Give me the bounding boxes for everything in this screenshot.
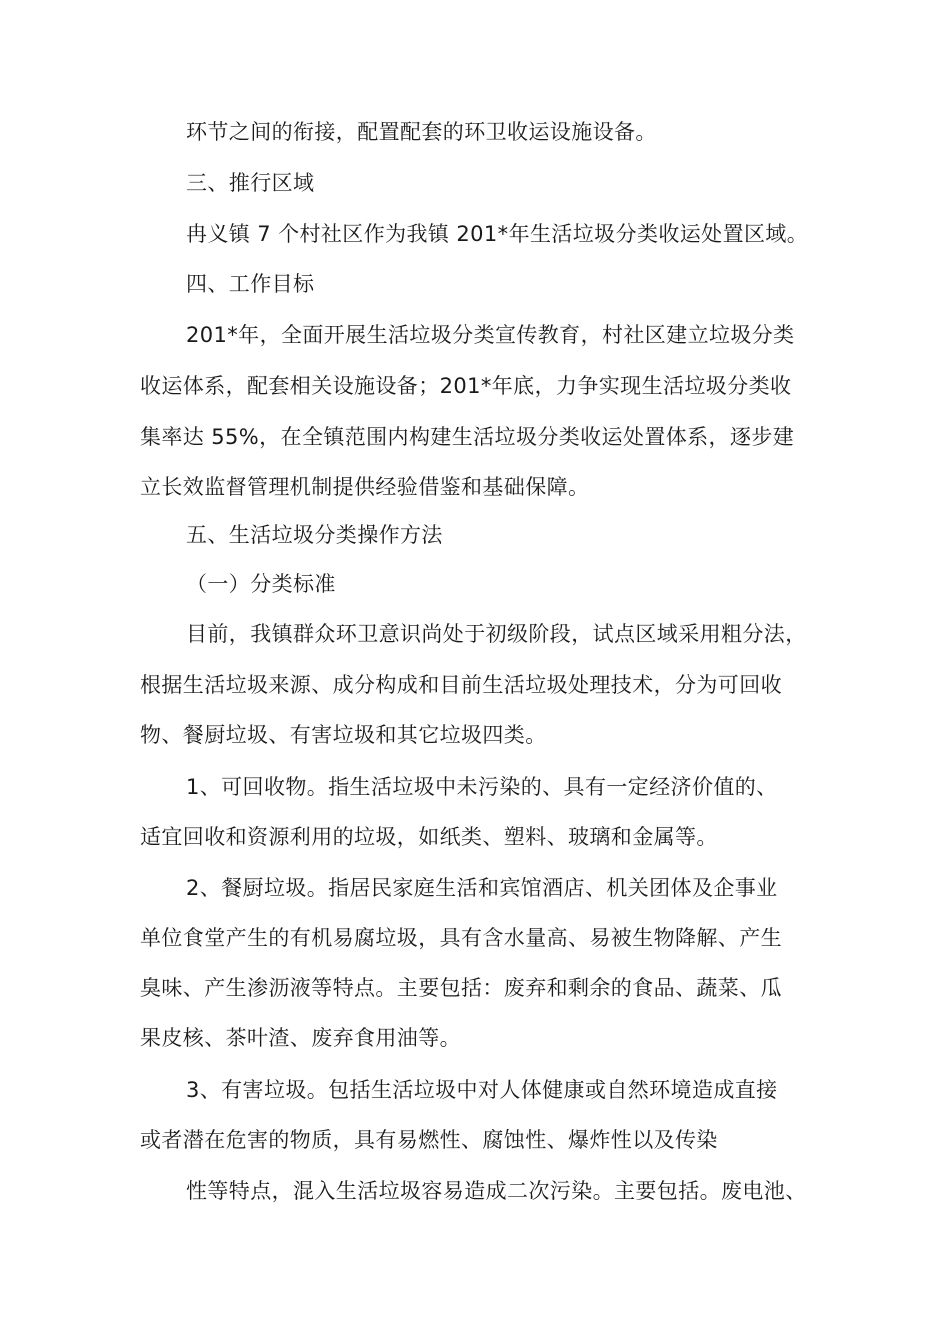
body-text-line: 冉义镇 7 个村社区作为我镇 201*年生活垃圾分类收运处置区域。 (186, 222, 809, 246)
body-text-line: 根据生活垃圾来源、成分构成和目前生活垃圾处理技术，分为可回收 (140, 673, 782, 697)
body-text-line: 201*年，全面开展生活垃圾分类宣传教育，村社区建立垃圾分类 (186, 323, 795, 347)
body-text-line: 适宜回收和资源利用的垃圾，如纸类、塑料、玻璃和金属等。 (140, 825, 718, 849)
body-text-line: 物、餐厨垃圾、有害垃圾和其它垃圾四类。 (140, 723, 547, 747)
body-text-line: 单位食堂产生的有机易腐垃圾，具有含水量高、易被生物降解、产生 (140, 926, 782, 950)
section-heading: 三、推行区域 (186, 171, 315, 195)
section-heading: 五、生活垃圾分类操作方法 (186, 523, 443, 547)
section-heading: 四、工作目标 (186, 272, 315, 296)
body-text-line: 集率达 55%，在全镇范围内构建生活垃圾分类收运处置体系，逐步建 (140, 425, 795, 449)
body-text-line: 目前，我镇群众环卫意识尚处于初级阶段，试点区域采用粗分法， (186, 622, 807, 646)
subsection-heading: （一）分类标准 (186, 572, 336, 596)
body-text-line: 3、有害垃圾。包括生活垃圾中对人体健康或自然环境造成直接 (186, 1078, 778, 1102)
body-text-line: 2、餐厨垃圾。指居民家庭生活和宾馆酒店、机关团体及企事业 (186, 876, 778, 900)
body-text-line: 或者潜在危害的物质，具有易燃性、腐蚀性、爆炸性以及传染 (140, 1128, 718, 1152)
body-text-line: 环节之间的衔接，配置配套的环卫收运设施设备。 (186, 120, 657, 144)
body-text-line: 1、可回收物。指生活垃圾中未污染的、具有一定经济价值的、 (186, 775, 778, 799)
body-text-line: 立长效监督管理机制提供经验借鉴和基础保障。 (140, 475, 590, 499)
body-text-line: 收运体系，配套相关设施设备；201*年底，力争实现生活垃圾分类收 (140, 374, 792, 398)
body-text-line: 果皮核、茶叶渣、废弃食用油等。 (140, 1026, 461, 1050)
body-text-line: 臭味、产生渗沥液等特点。主要包括：废弃和剩余的食品、蔬菜、瓜 (140, 976, 782, 1000)
body-text-line: 性等特点，混入生活垃圾容易造成二次污染。主要包括。废电池、 (186, 1179, 807, 1203)
